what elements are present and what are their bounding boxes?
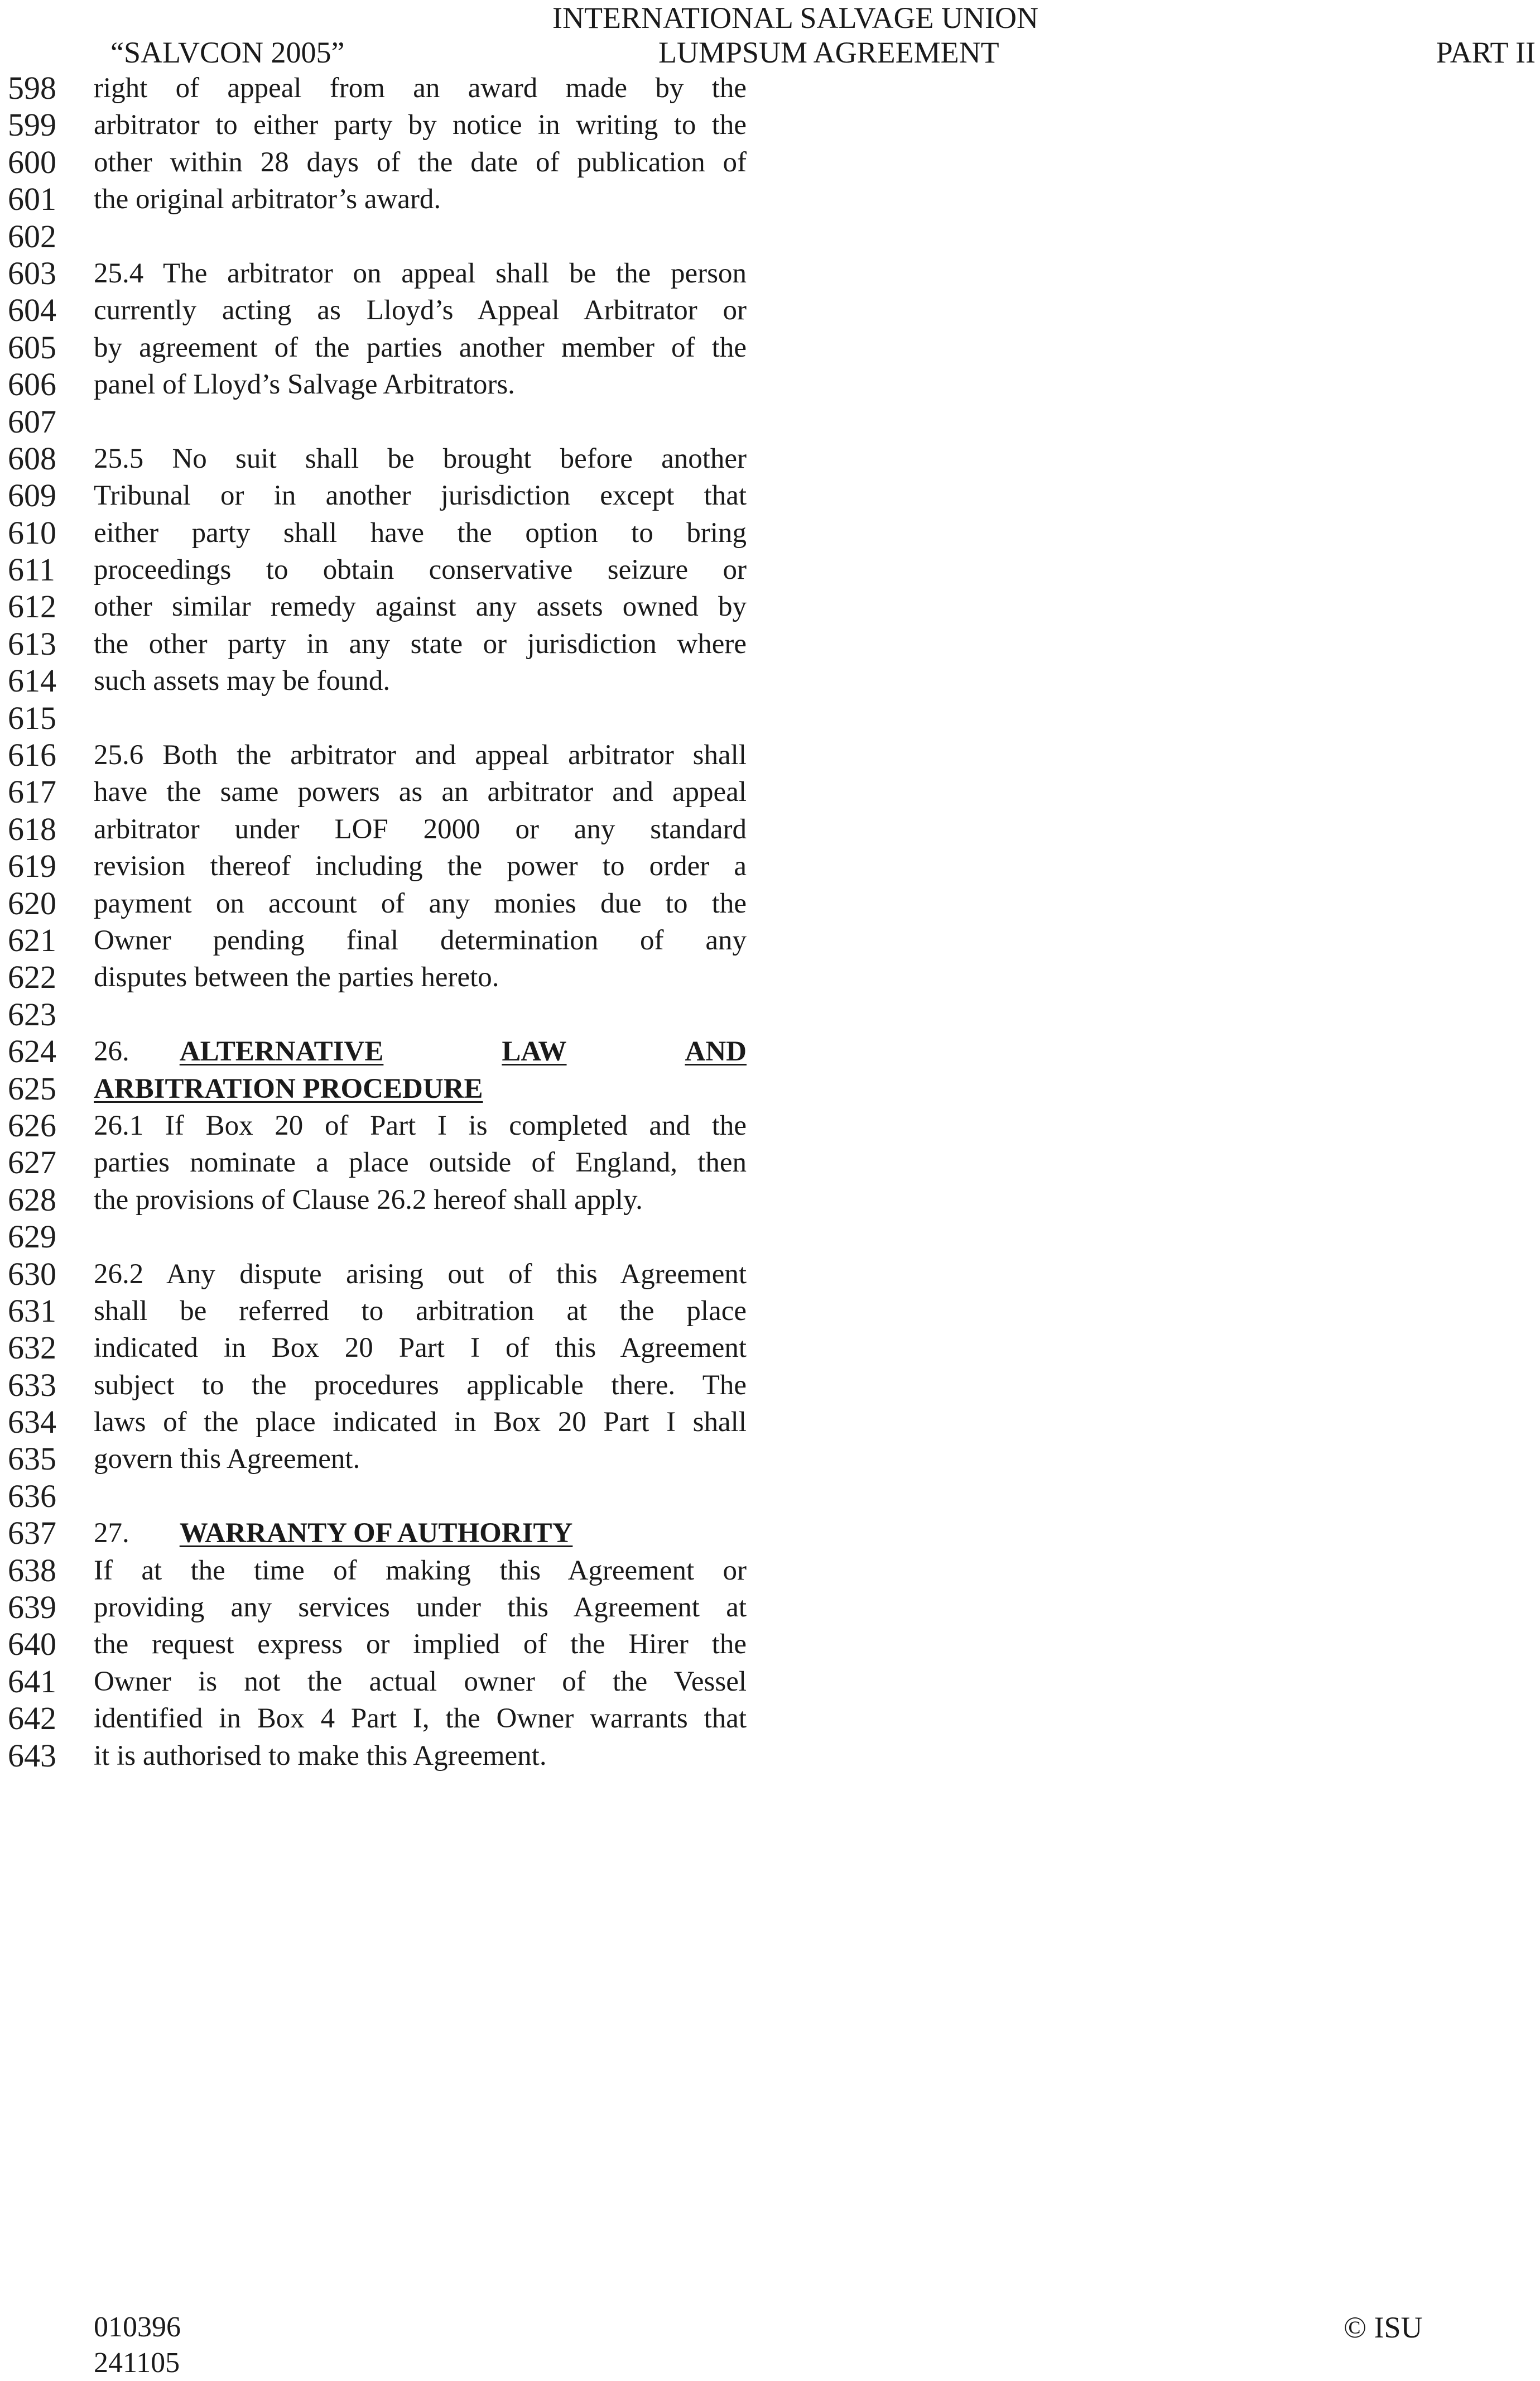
text-line xyxy=(94,1441,747,1477)
line-number: 620 xyxy=(8,885,56,921)
line-number: 638 xyxy=(8,1552,56,1588)
line-number: 616 xyxy=(8,737,56,774)
footer-codes xyxy=(94,2310,181,2381)
line-number: 625 xyxy=(8,1070,56,1107)
text-line-content: proceedings to obtain conservative seizure or xyxy=(94,554,747,586)
text-line-content: 25.6 Both the arbitrator and appeal arbitrator shall xyxy=(94,740,747,771)
line-number: 618 xyxy=(8,810,56,847)
line-number: 613 xyxy=(8,625,56,662)
copyright-notice: © ISU xyxy=(1344,2311,1423,2344)
text-line-content: other within 28 days of the date of publication of xyxy=(94,146,747,178)
line-number: 630 xyxy=(8,1255,56,1292)
part-label: PART II xyxy=(1436,36,1536,69)
text-line xyxy=(94,1107,747,1144)
text-line xyxy=(94,404,747,440)
line-number: 622 xyxy=(8,959,56,996)
heading-word: AND xyxy=(685,1036,747,1068)
clause-heading-row xyxy=(94,1515,747,1552)
line-number: 599 xyxy=(8,107,56,143)
clause-heading: WARRANTY OF AUTHORITY xyxy=(179,1518,573,1549)
text-line xyxy=(94,440,747,477)
text-line xyxy=(94,1737,747,1774)
text-line xyxy=(94,737,747,774)
clause-number: 26. xyxy=(94,1036,129,1068)
line-number: 610 xyxy=(8,514,56,551)
line-number: 617 xyxy=(8,774,56,810)
clause-text-column xyxy=(94,70,747,1774)
text-line-content: identified in Box 4 Part I, the Owner warrants that xyxy=(94,1703,747,1735)
text-line xyxy=(94,959,747,996)
text-line-content: right of appeal from an award made by the xyxy=(94,73,747,104)
line-number: 629 xyxy=(8,1218,56,1255)
text-line-content: panel of Lloyd’s Salvage Arbitrators. xyxy=(94,369,515,401)
text-line xyxy=(94,107,747,143)
line-number: 602 xyxy=(8,218,56,255)
line-number: 643 xyxy=(8,1737,56,1774)
text-line-content: arbitrator to either party by notice in writing to the xyxy=(94,109,747,141)
text-line xyxy=(94,1663,747,1700)
text-line xyxy=(94,255,747,292)
line-number: 633 xyxy=(8,1366,56,1403)
text-line-content: such assets may be found. xyxy=(94,665,391,697)
text-line-content: laws of the place indicated in Box 20 Part I shall xyxy=(94,1406,747,1438)
text-line-content: the original arbitrator’s award. xyxy=(94,184,441,215)
text-line xyxy=(94,477,747,514)
text-line-content: currently acting as Lloyd’s Appeal Arbitrator or xyxy=(94,295,747,327)
text-line-content: revision thereof including the power to order a xyxy=(94,851,747,882)
text-line xyxy=(94,366,747,403)
text-line-content: by agreement of the parties another member of the xyxy=(94,332,747,363)
text-line xyxy=(94,70,747,107)
line-number: 642 xyxy=(8,1700,56,1737)
text-line-content: Owner pending final determination of any xyxy=(94,924,747,956)
text-line-content: Tribunal or in another jurisdiction except that xyxy=(94,480,747,512)
clause-heading-row xyxy=(94,1033,747,1070)
clause-heading-row xyxy=(94,1071,747,1107)
line-number: 600 xyxy=(8,143,56,180)
organization-title: INTERNATIONAL SALVAGE UNION xyxy=(552,1,1038,35)
text-line-content: govern this Agreement. xyxy=(94,1443,360,1475)
text-line xyxy=(94,1182,747,1218)
line-number: 626 xyxy=(8,1107,56,1144)
heading-word: LAW xyxy=(502,1036,567,1068)
document-title: LUMPSUM AGREEMENT xyxy=(658,36,999,69)
line-number: 631 xyxy=(8,1292,56,1329)
line-number: 641 xyxy=(8,1663,56,1700)
clause-number: 27. xyxy=(94,1518,129,1549)
form-code: “SALVCON 2005” xyxy=(110,36,345,69)
line-number: 628 xyxy=(8,1181,56,1218)
line-number: 621 xyxy=(8,921,56,958)
text-line xyxy=(94,1367,747,1404)
text-line-content: Owner is not the actual owner of the Vessel xyxy=(94,1665,747,1697)
text-line xyxy=(94,626,747,663)
text-line xyxy=(94,515,747,551)
text-line-content: other similar remedy against any assets owned by xyxy=(94,591,747,623)
text-line-content: subject to the procedures applicable there. The xyxy=(94,1369,747,1401)
text-line xyxy=(94,996,747,1033)
text-line-content: payment on account of any monies due to the xyxy=(94,887,747,919)
text-line xyxy=(94,1626,747,1663)
text-line xyxy=(94,1552,747,1589)
text-line-content: arbitrator under LOF 2000 or any standard xyxy=(94,813,747,845)
text-line-content: the other party in any state or jurisdiction where xyxy=(94,628,747,660)
text-line-content: 25.4 The arbitrator on appeal shall be the person xyxy=(94,257,747,289)
text-line xyxy=(94,1218,747,1255)
text-line xyxy=(94,848,747,885)
text-line xyxy=(94,181,747,218)
line-number: 636 xyxy=(8,1477,56,1514)
line-number: 627 xyxy=(8,1144,56,1181)
text-line xyxy=(94,1478,747,1515)
line-number: 619 xyxy=(8,848,56,885)
text-line xyxy=(94,218,747,255)
line-number: 603 xyxy=(8,255,56,291)
heading-word: ALTERNATIVE xyxy=(179,1036,384,1068)
text-line xyxy=(94,1293,747,1329)
text-line xyxy=(94,700,747,737)
line-number: 611 xyxy=(8,551,55,588)
text-line-content: the provisions of Clause 26.2 hereof shall apply. xyxy=(94,1184,643,1216)
text-line xyxy=(94,144,747,181)
footer-code-1: 010396 xyxy=(94,2311,181,2343)
text-line xyxy=(94,1256,747,1293)
line-number: 624 xyxy=(8,1033,56,1070)
line-number: 637 xyxy=(8,1515,56,1552)
text-line xyxy=(94,329,747,366)
clause-heading xyxy=(180,1033,747,1070)
line-number: 612 xyxy=(8,588,56,625)
line-number: 640 xyxy=(8,1626,56,1663)
line-number: 639 xyxy=(8,1589,56,1626)
line-number: 635 xyxy=(8,1441,56,1477)
footer-code-2: 241105 xyxy=(94,2347,180,2379)
line-number: 604 xyxy=(8,292,56,329)
line-number: 598 xyxy=(8,70,56,106)
text-line-content: providing any services under this Agreement at xyxy=(94,1592,747,1624)
text-line xyxy=(94,551,747,588)
text-line-content: parties nominate a place outside of England, then xyxy=(94,1147,747,1179)
text-line-content: either party shall have the option to bring xyxy=(94,517,747,549)
line-number: 615 xyxy=(8,699,56,736)
line-number: 623 xyxy=(8,996,56,1033)
text-line xyxy=(94,1144,747,1181)
line-number: 607 xyxy=(8,403,56,440)
text-line-content: If at the time of making this Agreement or xyxy=(94,1554,747,1586)
text-line xyxy=(94,811,747,848)
text-line xyxy=(94,588,747,625)
text-line xyxy=(94,663,747,699)
text-line xyxy=(94,922,747,959)
text-line-content: it is authorised to make this Agreement. xyxy=(94,1740,547,1772)
line-number: 634 xyxy=(8,1404,56,1441)
text-line-content: shall be referred to arbitration at the place xyxy=(94,1295,747,1327)
text-line-content: 26.2 Any dispute arising out of this Agreement xyxy=(94,1258,747,1290)
text-line-content: the request express or implied of the Hirer the xyxy=(94,1629,747,1660)
clause-heading: ARBITRATION PROCEDURE xyxy=(94,1073,483,1105)
line-number: 614 xyxy=(8,663,56,699)
text-line xyxy=(94,1589,747,1626)
text-line xyxy=(94,774,747,810)
line-number: 632 xyxy=(8,1329,56,1366)
line-number: 608 xyxy=(8,440,56,477)
line-number: 605 xyxy=(8,329,56,366)
text-line xyxy=(94,1404,747,1441)
text-line xyxy=(94,292,747,329)
text-line xyxy=(94,885,747,922)
line-number: 601 xyxy=(8,181,56,218)
line-number: 606 xyxy=(8,366,56,403)
text-line xyxy=(94,1329,747,1366)
line-number-column xyxy=(8,70,69,1774)
text-line-content: disputes between the parties hereto. xyxy=(94,962,499,993)
text-line xyxy=(94,1700,747,1737)
text-line-content: indicated in Box 20 Part I of this Agreement xyxy=(94,1332,747,1364)
text-line-content: 25.5 No suit shall be brought before another xyxy=(94,443,747,474)
text-line-content: 26.1 If Box 20 of Part I is completed and the xyxy=(94,1110,747,1141)
text-line-content: have the same powers as an arbitrator and appeal xyxy=(94,776,747,808)
line-number: 609 xyxy=(8,477,56,514)
